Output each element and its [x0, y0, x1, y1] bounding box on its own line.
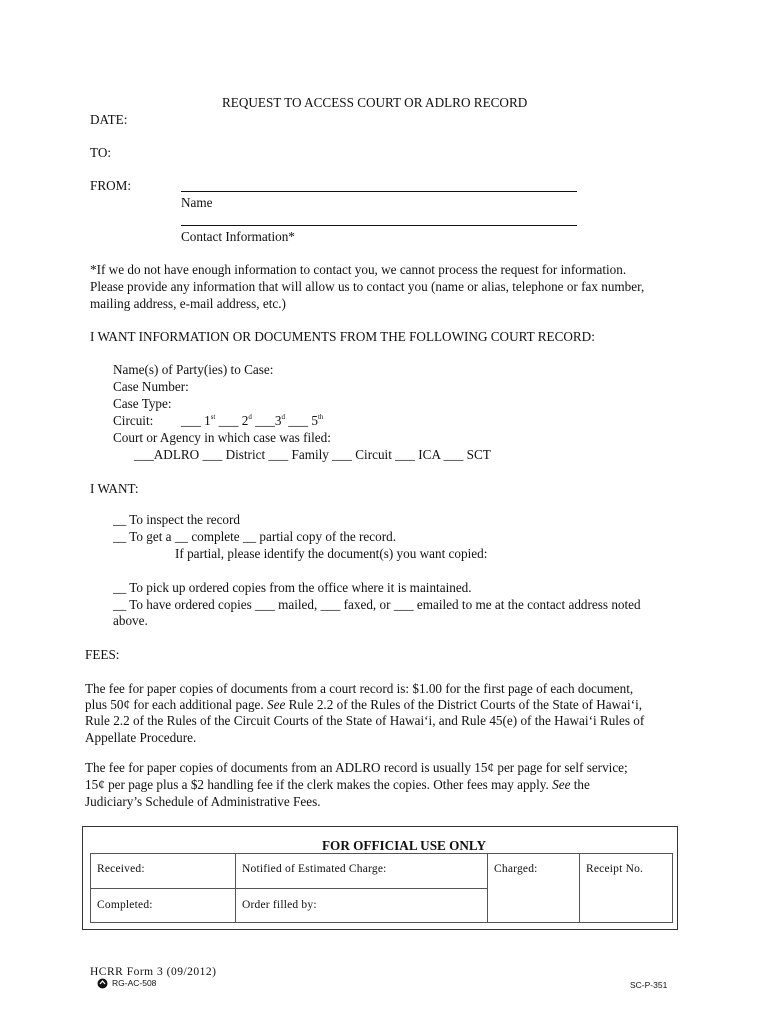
circuit-options: ___ 1st ___ 2$^d$ ___3$^d$ ___ 5th: [181, 413, 324, 428]
note-line-3: mailing address, e-mail address, etc.): [90, 296, 286, 311]
option-inspect: __ To inspect the record: [113, 512, 241, 527]
option-mail-cont: above.: [113, 613, 148, 628]
circuit-label: Circuit:: [113, 413, 154, 428]
cell-receipt[interactable]: Receipt No.: [586, 863, 644, 875]
cell-completed[interactable]: Completed:: [97, 899, 153, 911]
form-title: REQUEST TO ACCESS COURT OR ADLRO RECORD: [222, 95, 528, 110]
official-use-title: FOR OFFICIAL USE ONLY: [322, 838, 487, 853]
contact-line[interactable]: [181, 225, 577, 226]
cell-order-filled[interactable]: Order filled by:: [242, 899, 317, 911]
i-want-heading: I WANT:: [90, 481, 139, 496]
footer-code-left: RG-AC-508: [112, 978, 157, 988]
fees-heading: FEES:: [85, 647, 120, 662]
option-partial: If partial, please identify the document(s) you want copied:: [175, 546, 488, 561]
cell-notified[interactable]: Notified of Estimated Charge:: [242, 863, 387, 875]
court-options: ___ADLRO ___ District ___ Family ___ Circuit ___ ICA ___ SCT: [134, 447, 491, 462]
fee-p1-line-3: Rule 2.2 of the Rules of the Circuit Courts of the State of Hawai‘i, and Rule 45(e) of the Hawai‘i Rules of: [85, 713, 645, 728]
table-divider: [579, 853, 580, 923]
parties-label: Name(s) of Party(ies) to Case:: [113, 362, 274, 377]
case-type-label: Case Type:: [113, 396, 172, 411]
to-label: TO:: [90, 145, 112, 160]
fee-p2-line-2: 15¢ per page plus a $2 handling fee if the clerk makes the copies. Other fees may apply. See the: [85, 777, 590, 792]
case-number-label: Case Number:: [113, 379, 189, 394]
note-line-2: Please provide any information that will allow us to contact you (name or alias, telephone or fax number,: [90, 279, 645, 294]
note-line-1: *If we do not have enough information to contact you, we cannot process the request for information.: [90, 262, 627, 277]
option-mail: __ To have ordered copies ___ mailed, ___ faxed, or ___ emailed to me at the contact address noted: [113, 597, 641, 612]
from-label: FROM:: [90, 178, 132, 193]
fee-p2-line-1: The fee for paper copies of documents from an ADLRO record is usually 15¢ per page for self service;: [85, 760, 628, 775]
table-divider: [487, 853, 488, 923]
cell-received[interactable]: Received:: [97, 863, 145, 875]
footer-form-number: HCRR Form 3 (09/2012): [90, 966, 217, 978]
footer-code-right: SC-P-351: [630, 980, 668, 990]
recycle-icon: [97, 977, 108, 988]
fee-p1-line-4: Appellate Procedure.: [85, 730, 197, 745]
fee-p2-line-3: Judiciary’s Schedule of Administrative Fees.: [85, 794, 321, 809]
table-row-divider: [90, 888, 487, 889]
option-copy: __ To get a __ complete __ partial copy of the record.: [113, 529, 397, 544]
fee-p1-line-2: plus 50¢ for each additional page. See Rule 2.2 of the Rules of the District Courts of the State of Hawai‘i,: [85, 697, 643, 712]
name-line[interactable]: [181, 191, 577, 192]
want-info-heading: I WANT INFORMATION OR DOCUMENTS FROM THE FOLLOWING COURT RECORD:: [90, 329, 595, 344]
cell-charged[interactable]: Charged:: [494, 863, 538, 875]
fee-p1-line-1: The fee for paper copies of documents from a court record is: $1.00 for the first page of each document,: [85, 681, 634, 696]
option-pickup: __ To pick up ordered copies from the office where it is maintained.: [113, 580, 472, 595]
name-label: Name: [181, 195, 213, 210]
date-label: DATE:: [90, 112, 128, 127]
contact-label: Contact Information*: [181, 229, 295, 244]
court-agency-label: Court or Agency in which case was filed:: [113, 430, 331, 445]
